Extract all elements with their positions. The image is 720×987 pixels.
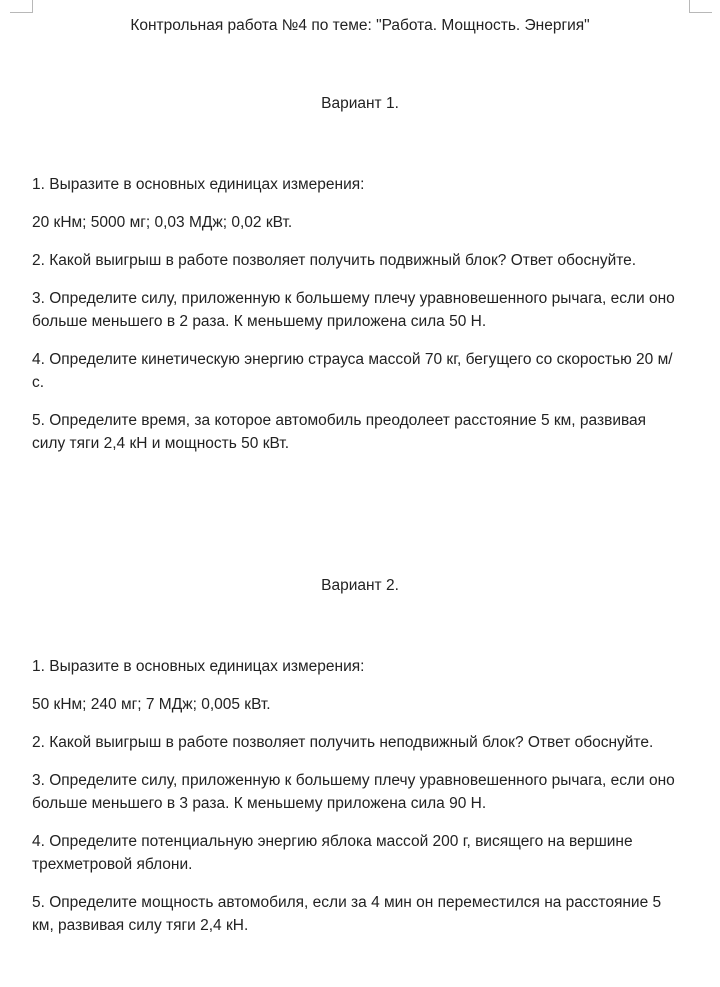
variant-2-task-3: 3. Определите силу, приложенную к большему плечу уравновешенного рычага, если оно больше меньшего в 3 раза. К меньшему приложена сила 90 Н. — [32, 772, 675, 812]
variant-2-task-1-values: 50 кНм; 240 мг; 7 МДж; 0,005 кВт. — [32, 696, 271, 713]
variant-1-heading: Вариант 1. — [321, 95, 399, 112]
variant-1-task-list — [32, 173, 682, 470]
variant-2-task-1: 1. Выразите в основных единицах измерения: — [32, 658, 365, 675]
variant-2-task-list — [32, 655, 682, 952]
variant-2-task-4: 4. Определите потенциальную энергию яблока массой 200 г, висящего на вершине трехметровой яблони. — [32, 833, 633, 873]
variant-1-task-1-values: 20 кНм; 5000 мг; 0,03 МДж; 0,02 кВт. — [32, 214, 293, 231]
page-corner-mark-left — [10, 0, 33, 13]
document-title: Контрольная работа №4 по теме: "Работа. Мощность. Энергия" — [130, 17, 590, 34]
variant-1-task-5: 5. Определите время, за которое автомобиль преодолеет расстояние 5 км, развивая силу тяги 2,4 кН и мощность 50 кВт. — [32, 412, 647, 452]
variant-2-task-5: 5. Определите мощность автомобиля, если за 4 мин он переместился на расстояние 5 км, развивая силу тяги 2,4 кН. — [32, 894, 662, 934]
variant-1-task-2: 2. Какой выигрыш в работе позволяет получить подвижный блок? Ответ обоснуйте. — [32, 252, 637, 269]
page-corner-mark-right — [689, 0, 712, 13]
variant-1-task-4: 4. Определите кинетическую энергию страуса массой 70 кг, бегущего со скоростью 20 м/с. — [32, 351, 673, 391]
variant-2-task-2: 2. Какой выигрыш в работе позволяет получить неподвижный блок? Ответ обоснуйте. — [32, 734, 654, 751]
variant-1-task-1: 1. Выразите в основных единицах измерения: — [32, 176, 365, 193]
variant-1-task-3: 3. Определите силу, приложенную к большему плечу уравновешенного рычага, если оно больше меньшего в 2 раза. К меньшему приложена сила 50 Н. — [32, 290, 675, 330]
variant-2-heading: Вариант 2. — [321, 577, 399, 594]
